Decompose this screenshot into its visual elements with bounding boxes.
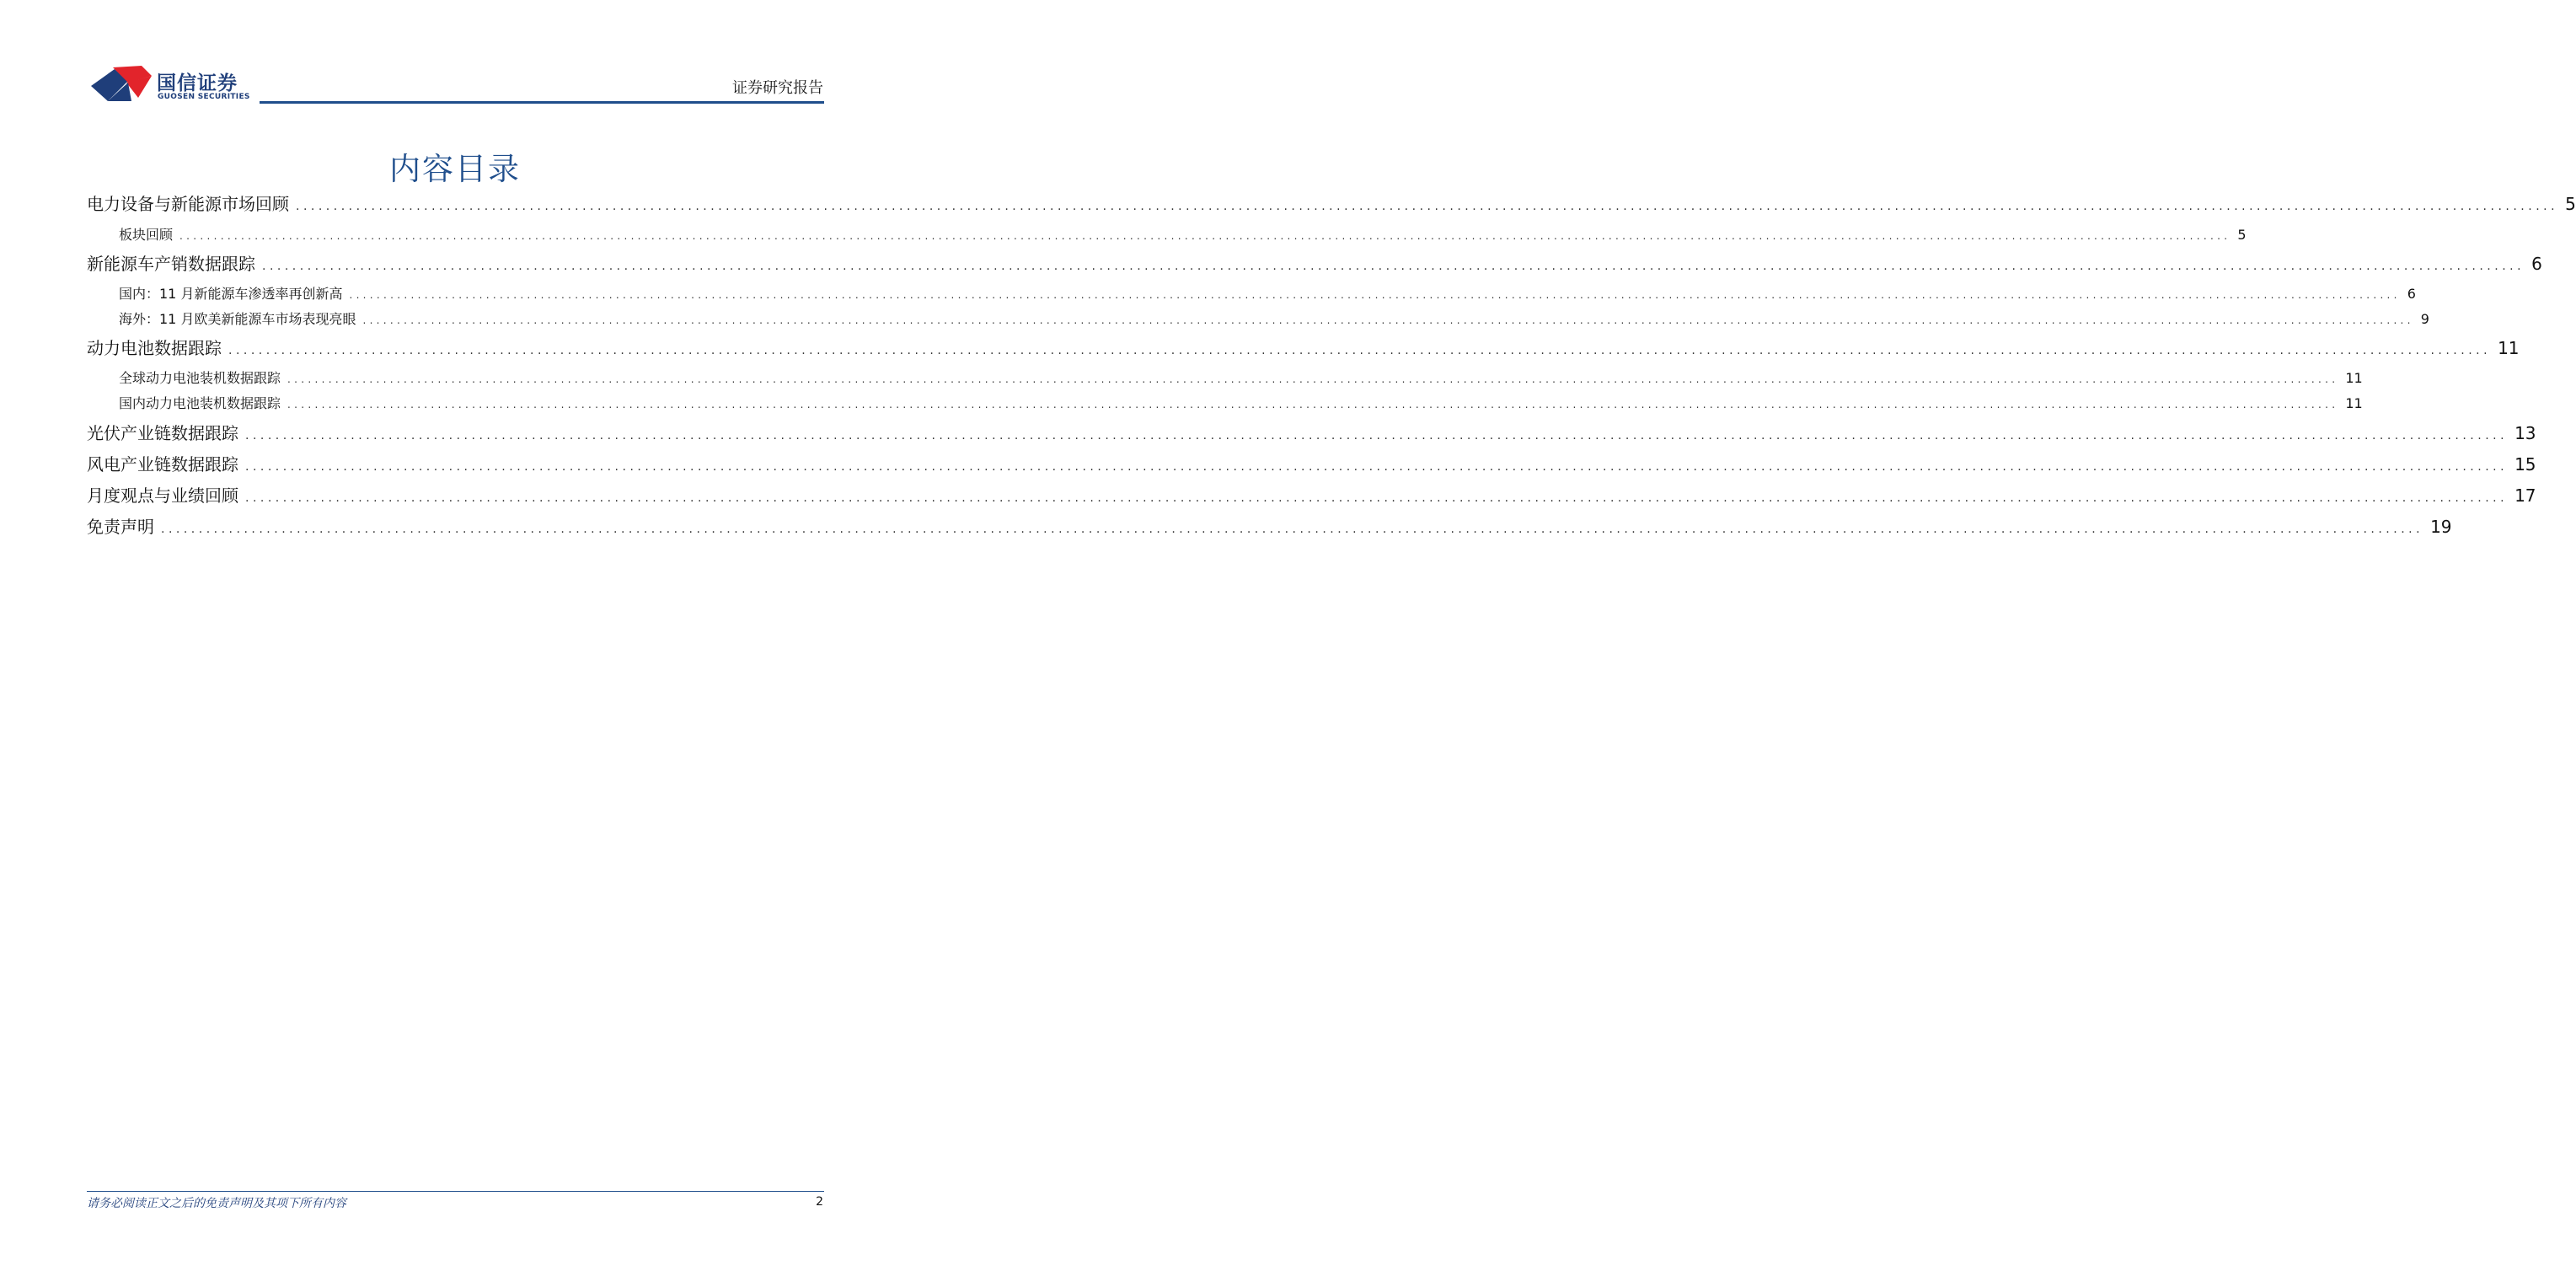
toc-entry[interactable] (119, 393, 2363, 418)
toc-entry[interactable] (119, 283, 2416, 308)
toc-leader-dots: ............................................................................................................................................................................................................................................................................................................ (245, 429, 2509, 442)
toc-leader-dots: ............................................................................................................................................................................................................................................................................................................ (179, 230, 2231, 242)
toc-entry[interactable] (87, 335, 2520, 365)
footer-disclaimer-note: 请务必阅读正文之后的免责声明及其项下所有内容 (87, 1197, 346, 1210)
page-title: 内容目录 (389, 151, 521, 187)
logo-chinese-name: 国信证券 (157, 72, 238, 94)
toc-entry[interactable] (87, 190, 2576, 221)
guosen-logo (89, 64, 249, 105)
toc-entry-label: 电力设备与新能源市场回顾 (87, 194, 289, 214)
toc-entry-page: 9 (2420, 311, 2429, 327)
toc-entry-label: 风电产业链数据跟踪 (87, 454, 238, 475)
toc-entry[interactable] (87, 513, 2452, 544)
toc-entry-page: 17 (2514, 485, 2536, 506)
toc-leader-dots: ............................................................................................................................................................................................................................................................................................................ (262, 260, 2525, 273)
toc-leader-dots: ............................................................................................................................................................................................................................................................................................................ (161, 523, 2424, 536)
toc-entry[interactable] (87, 451, 2536, 481)
toc-leader-dots: ............................................................................................................................................................................................................................................................................................................ (296, 200, 2559, 213)
toc-entry-page: 11 (2345, 370, 2363, 386)
toc-entry-label: 板块回顾 (119, 227, 174, 243)
toc-entry-label: 月度观点与业绩回顾 (87, 485, 238, 506)
toc-entry-page: 13 (2514, 423, 2536, 443)
toc-leader-dots: ............................................................................................................................................................................................................................................................................................................ (287, 399, 2339, 410)
toc-entry-page: 5 (2565, 194, 2576, 214)
footer-page-number: 2 (816, 1195, 823, 1209)
toc-entry[interactable] (119, 308, 2429, 334)
logo-english-name: GUOSEN SECURITIES (158, 93, 250, 101)
report-type-label: 证券研究报告 (732, 79, 823, 97)
toc-leader-dots: ............................................................................................................................................................................................................................................................................................................ (245, 491, 2509, 505)
toc-entry-page: 19 (2430, 517, 2452, 537)
toc-entry-page: 6 (2407, 286, 2416, 302)
toc-entry[interactable] (87, 250, 2542, 281)
toc-entry[interactable] (87, 482, 2536, 512)
toc-entry-label: 国内动力电池装机数据跟踪 (119, 395, 281, 411)
toc-entry-page: 5 (2237, 227, 2247, 243)
toc-leader-dots: ............................................................................................................................................................................................................................................................................................................ (287, 373, 2339, 385)
toc-entry-label: 国内：11 月新能源车渗透率再创新高 (119, 286, 343, 302)
toc-entry-page: 11 (2345, 395, 2363, 411)
toc-leader-dots: ............................................................................................................................................................................................................................................................................................................ (362, 314, 2414, 326)
toc-entry-label: 免责声明 (87, 517, 154, 537)
header-divider (260, 101, 824, 104)
toc-entry[interactable] (119, 224, 2247, 249)
toc-leader-dots: ............................................................................................................................................................................................................................................................................................................ (245, 460, 2509, 474)
toc-entry-label: 新能源车产销数据跟踪 (87, 254, 255, 274)
guosen-logo-icon (89, 64, 155, 105)
toc-entry-label: 光伏产业链数据跟踪 (87, 423, 238, 443)
toc-leader-dots: ............................................................................................................................................................................................................................................................................................................ (349, 289, 2401, 301)
footer-divider (87, 1191, 824, 1192)
toc-entry-page: 11 (2498, 338, 2520, 358)
toc-entry-label: 海外：11 月欧美新能源车市场表现亮眼 (119, 311, 356, 327)
toc-entry-label: 全球动力电池装机数据跟踪 (119, 370, 281, 386)
toc-entry-label: 动力电池数据跟踪 (87, 338, 222, 358)
toc-entry-page: 6 (2531, 254, 2542, 274)
toc-leader-dots: ............................................................................................................................................................................................................................................................................................................ (228, 344, 2492, 357)
toc-entry-page: 15 (2514, 454, 2536, 475)
toc-entry[interactable] (119, 367, 2363, 393)
toc-entry[interactable] (87, 420, 2536, 450)
